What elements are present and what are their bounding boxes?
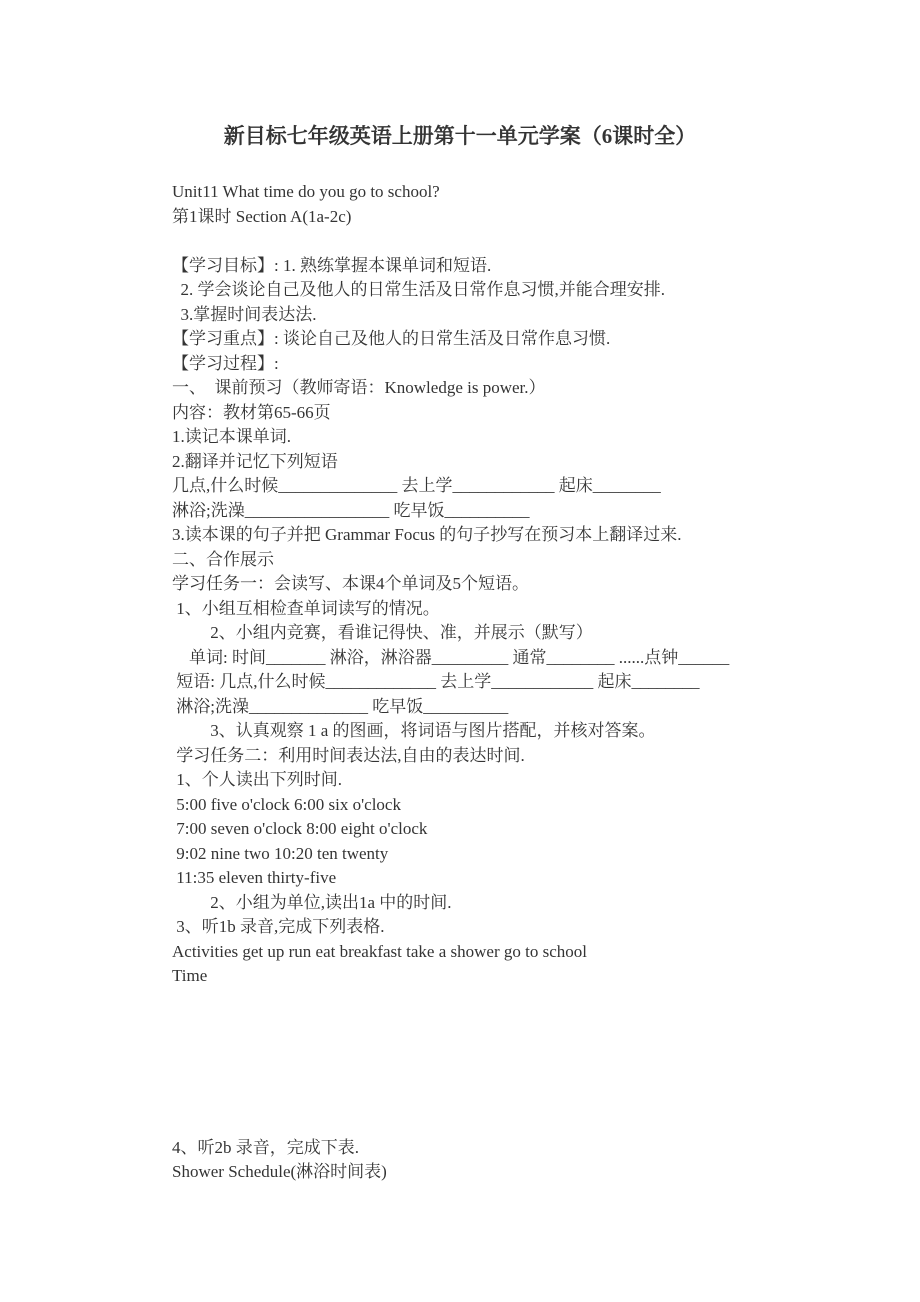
- text-line: 1、小组互相检查单词读写的情况。: [172, 598, 440, 618]
- text-line-blank-fill: 短语: 几点,什么时候_____________ 去上学____________ 起床________: [172, 672, 700, 691]
- text-line: 5:00 five o'clock 6:00 six o'clock: [172, 794, 401, 814]
- document-body: [172, 180, 772, 1185]
- text-line: 第1课时 Section A(1a-2c): [172, 206, 352, 226]
- text-line: 9:02 nine two 10:20 ten twenty: [172, 843, 389, 863]
- text-line-blank-fill: 几点,什么时候______________ 去上学____________ 起床________: [172, 476, 661, 495]
- document-title: 新目标七年级英语上册第十一单元学案（6课时全）: [223, 124, 697, 148]
- blank-line: [172, 1111, 772, 1136]
- text-line: 【学习目标】: 1. 熟练掌握本课单词和短语.: [172, 255, 492, 275]
- blank-line: [172, 1062, 772, 1087]
- text-line: 11:35 eleven thirty-five: [172, 868, 337, 887]
- text-line: 3.掌握时间表达法.: [172, 304, 317, 324]
- text-line-blank-fill: 单词: 时间_______ 淋浴，淋浴器_________ 通常________ ......点钟______: [172, 647, 730, 667]
- text-line: 2.翻译并记忆下列短语: [172, 451, 338, 471]
- blank-line: [172, 1087, 772, 1112]
- text-line: 一、 课前预习（教师寄语：Knowledge is power.）: [172, 378, 546, 397]
- text-line: Unit11 What time do you go to school?: [172, 182, 440, 201]
- text-line: Activities get up run eat breakfast take a shower go to school: [172, 941, 587, 961]
- text-line: 2. 学会谈论自己及他人的日常生活及日常作息习惯,并能合理安排.: [172, 280, 665, 299]
- text-line: 1.读记本课单词.: [172, 427, 291, 446]
- text-line: Time: [172, 966, 208, 985]
- text-line: 内容：教材第65-66页: [172, 402, 331, 422]
- text-line: 【学习重点】: 谈论自己及他人的日常生活及日常作息习惯.: [172, 329, 611, 348]
- text-line: [172, 229, 772, 254]
- text-line: Shower Schedule(淋浴时间表): [172, 1162, 387, 1181]
- blank-line: [172, 1013, 772, 1038]
- text-line-blank-fill: 淋浴;洗澡_________________ 吃早饭__________: [172, 500, 530, 520]
- text-line: 1、个人读出下列时间.: [172, 770, 342, 789]
- text-line: 【学习过程】:: [172, 353, 279, 373]
- text-line: 二、合作展示: [172, 549, 274, 569]
- text-line: 3.读本课的句子并把 Grammar Focus 的句子抄写在预习本上翻译过来.: [172, 525, 682, 544]
- text-line: 3、听1b 录音,完成下列表格.: [172, 917, 385, 936]
- text-line-blank-fill: 淋浴;洗澡______________ 吃早饭__________: [172, 696, 509, 716]
- text-line: 2、小组为单位,读出1a 中的时间.: [172, 892, 452, 912]
- text-line: 学习任务一：会读写、本课4个单词及5个短语。: [172, 574, 529, 593]
- blank-line: [172, 1038, 772, 1063]
- text-line: 学习任务二：利用时间表达法,自由的表达时间.: [172, 745, 525, 765]
- text-line: 3、认真观察 1 a 的图画，将词语与图片搭配，并核对答案。: [172, 721, 656, 740]
- text-line: 4、听2b 录音，完成下表.: [172, 1137, 359, 1157]
- text-line: 2、小组内竞赛，看谁记得快、准，并展示（默写）: [172, 623, 593, 642]
- text-line: 7:00 seven o'clock 8:00 eight o'clock: [172, 819, 428, 838]
- blank-line: [172, 989, 772, 1014]
